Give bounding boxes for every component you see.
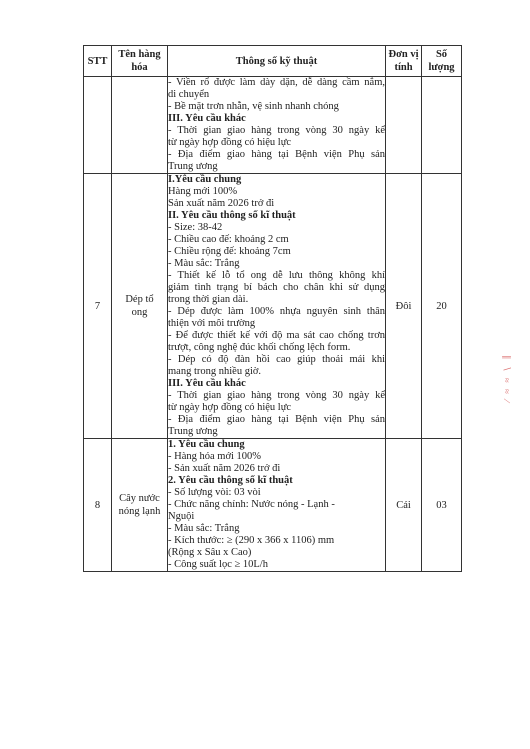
cell-specs [168, 174, 386, 439]
spec-line: - Địa điểm giao hàng tại Bệnh viện Phụ sản [168, 414, 385, 425]
cell-unit: Đôi [386, 174, 422, 439]
spec-line: - Dép có độ đàn hồi cao giúp thoải mái khi [168, 354, 385, 365]
spec-section-heading: III. Yêu cầu khác [168, 113, 246, 124]
spec-line: - Màu sắc: Trắng [168, 523, 240, 534]
spec-line: - Màu sắc: Trắng [168, 258, 240, 269]
spec-line: - Dép được làm 100% nhựa nguyên sinh thân [168, 306, 385, 317]
cell-stt [84, 77, 112, 174]
spec-section-heading: II. Yêu cầu thông số kĩ thuật [168, 210, 296, 221]
header-stt: STT [84, 46, 112, 77]
header-unit: Đơn vị tính [386, 46, 422, 77]
spec-line: - Chiều rộng đế: khoảng 7cm [168, 246, 291, 257]
table-row-7 [84, 174, 462, 439]
technical-spec-table [83, 45, 462, 572]
spec-line: - Hàng hóa mới 100% [168, 451, 262, 462]
cell-stt: 7 [84, 174, 112, 439]
spec-line: - Size: 38-42 [168, 222, 223, 233]
spec-line: Hàng mới 100% [168, 186, 238, 197]
spec-line: Sản xuất năm 2026 trở đi [168, 198, 275, 209]
spec-line: giảm tình trạng bí bách cho chân khi sử dụng [168, 282, 385, 293]
spec-line: - Kích thước: ≥ (290 x 366 x 1106) mm [168, 535, 335, 546]
spec-line: Trung ương [168, 426, 218, 437]
spec-line: - Địa điểm giao hàng tại Bệnh viện Phụ sản [168, 149, 385, 160]
spec-line: từ ngày hợp đồng có hiệu lực [168, 402, 292, 413]
spec-section-heading: 2. Yêu cầu thông số kĩ thuật [168, 475, 293, 486]
spec-line: - Sản xuất năm 2026 trở đi [168, 463, 281, 474]
spec-line: - Chiều cao đế: khoảng 2 cm [168, 234, 289, 245]
cell-stt: 8 [84, 439, 112, 572]
spec-line: - Thiết kế lỗ tổ ong dễ lưu thông không khí [168, 270, 385, 281]
cell-quantity: 03 [422, 439, 462, 572]
cell-quantity [422, 77, 462, 174]
spec-line: (Rộng x Sâu x Cao) [168, 547, 252, 558]
header-specs: Thông số kỹ thuật [168, 46, 386, 77]
cell-specs [168, 77, 386, 174]
spec-line: Nguội [168, 511, 195, 522]
spec-line: - Bề mặt trơn nhẵn, vệ sinh nhanh chóng [168, 101, 339, 112]
margin-stamp-mark: ∥ ∖ ≈ ≈ ∕ [502, 355, 512, 404]
spec-line: trong thời gian dài. [168, 294, 249, 305]
table-row-continued [84, 77, 462, 174]
spec-line: từ ngày hợp đồng có hiệu lực [168, 137, 292, 148]
cell-unit: Cái [386, 439, 422, 572]
spec-line: - Thời gian giao hàng trong vòng 30 ngày kể [168, 390, 385, 401]
spec-line: - Công suất lọc ≥ 10L/h [168, 559, 268, 570]
cell-item-name: Cây nước nóng lạnh [112, 439, 168, 572]
header-quantity: Số lượng [422, 46, 462, 77]
spec-section-heading: 1. Yêu cầu chung [168, 439, 245, 450]
cell-specs [168, 439, 386, 572]
spec-line: di chuyển [168, 89, 210, 100]
spec-section-heading: III. Yêu cầu khác [168, 378, 246, 389]
spec-line: Trung ương [168, 161, 218, 172]
cell-unit [386, 77, 422, 174]
spec-line: mang trong nhiều giờ. [168, 366, 262, 377]
spec-line: - Để được thiết kế với độ ma sát cao chống trơn [168, 330, 385, 341]
spec-line: - Viền rổ được làm dày dặn, dễ dàng cầm nắm, [168, 77, 385, 88]
spec-line: - Số lượng vòi: 03 vòi [168, 487, 261, 498]
spec-section-heading: I.Yêu cầu chung [168, 174, 242, 185]
header-item-name: Tên hàng hóa [112, 46, 168, 77]
spec-line: trượt, công nghệ đúc khối chống lệch form. [168, 342, 351, 353]
cell-item-name [112, 77, 168, 174]
cell-item-name: Dép tổ ong [112, 174, 168, 439]
table-header-row [84, 46, 462, 77]
table-row-8 [84, 439, 462, 572]
cell-quantity: 20 [422, 174, 462, 439]
spec-line: - Chức năng chính: Nước nóng - Lạnh - [168, 499, 335, 510]
spec-line: - Thời gian giao hàng trong vòng 30 ngày kể [168, 125, 385, 136]
spec-line: thiện với môi trường [168, 318, 256, 329]
